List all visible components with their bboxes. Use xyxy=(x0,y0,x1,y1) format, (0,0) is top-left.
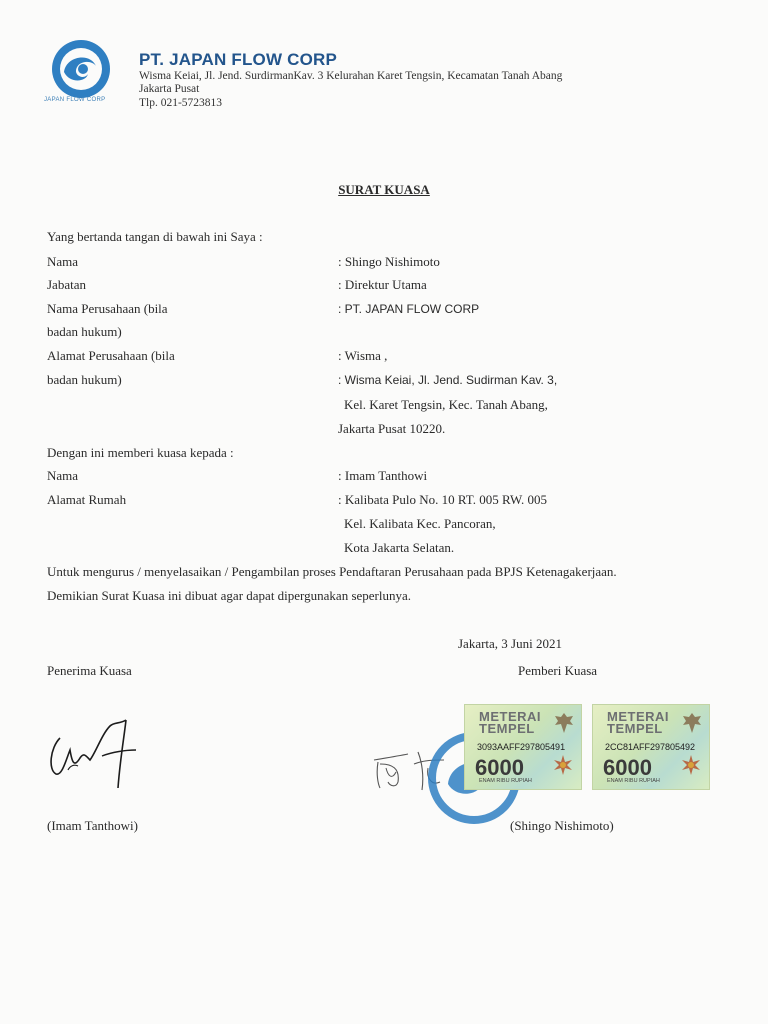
grantor-name-value: : Shingo Nishimoto xyxy=(338,254,440,269)
grantee-address-value-1: : Kalibata Pulo No. 10 RT. 005 RW. 005 xyxy=(338,492,548,507)
revenue-stamp xyxy=(464,704,582,790)
purpose-text: Untuk mengurus / menyelasaikan / Pengambilan proses Pendaftaran Perusahaan pada BPJS Ketenagakerjaan. xyxy=(47,564,617,579)
stamp-value: 6000 xyxy=(475,755,524,780)
stamp-serial: 2CC81AFF297805492 xyxy=(605,742,696,752)
place-date: Jakarta, 3 Juni 2021 xyxy=(458,636,562,651)
grant-intro-text: Dengan ini memberi kuasa kepada : xyxy=(47,445,234,460)
grantee-address-value-3: Kota Jakarta Selatan. xyxy=(344,540,455,555)
grantor-address-label: Alamat Perusahaan (bila xyxy=(47,348,175,363)
grantor-address-value-2: : Wisma Keiai, Jl. Jend. Sudirman Kav. 3, xyxy=(338,373,558,387)
company-phone: Tlp. 021-5723813 xyxy=(139,97,223,109)
stamp-serial: 3093AAFF297805491 xyxy=(477,742,566,752)
grantor-address-label-cont: badan hukum) xyxy=(47,372,122,387)
company-address: Wisma Keiai, Jl. Jend. SurdirmanKav. 3 Kelurahan Karet Tengsin, Kecamatan Tanah Abang xyxy=(139,70,563,82)
grantor-company-label-cont: badan hukum) xyxy=(47,324,122,339)
stamp-title: METERAI TEMPEL xyxy=(607,709,669,736)
intro-text: Yang bertanda tangan di bawah ini Saya : xyxy=(47,229,263,244)
grantor-position-label: Jabatan xyxy=(47,277,86,292)
flower-icon xyxy=(679,753,703,777)
giver-label: Pemberi Kuasa xyxy=(518,663,598,678)
document-title: SURAT KUASA xyxy=(338,182,430,197)
grantor-position-value: : Direktur Utama xyxy=(338,277,427,292)
company-name: PT. JAPAN FLOW CORP xyxy=(139,50,338,69)
company-city: Jakarta Pusat xyxy=(139,83,200,95)
grantee-name-label: Nama xyxy=(47,468,79,483)
stamp-value: 6000 xyxy=(603,755,652,780)
grantor-address-value-1: : Wisma , xyxy=(338,348,388,363)
company-logo xyxy=(50,38,112,100)
grantor-company-value: : PT. JAPAN FLOW CORP xyxy=(338,302,480,316)
flower-icon xyxy=(551,753,575,777)
receiver-label: Penerima Kuasa xyxy=(47,663,132,678)
grantor-company-label: Nama Perusahaan (bila xyxy=(47,301,168,316)
garuda-emblem-icon xyxy=(553,711,575,735)
grantee-address-value-2: Kel. Kalibata Kec. Pancoran, xyxy=(344,516,496,531)
grantee-address-label: Alamat Rumah xyxy=(47,492,127,507)
receiver-signature xyxy=(40,708,150,798)
closing-text: Demikian Surat Kuasa ini dibuat agar dapat dipergunakan seperlunya. xyxy=(47,588,412,603)
logo-caption: JAPAN FLOW CORP xyxy=(44,97,106,103)
grantor-address-value-3: Kel. Karet Tengsin, Kec. Tanah Abang, xyxy=(344,397,548,412)
receiver-name: (Imam Tanthowi) xyxy=(47,818,138,833)
revenue-stamp xyxy=(592,704,710,790)
grantor-name-label: Nama xyxy=(47,254,79,269)
stamp-words: ENAM RIBU RUPIAH xyxy=(607,778,660,784)
grantee-name-value: : Imam Tanthowi xyxy=(338,468,428,483)
grantor-address-value-4: Jakarta Pusat 10220. xyxy=(338,421,446,436)
garuda-emblem-icon xyxy=(681,711,703,735)
stamp-title: METERAI TEMPEL xyxy=(479,709,541,736)
giver-name: (Shingo Nishimoto) xyxy=(510,818,614,833)
stamp-words: ENAM RIBU RUPIAH xyxy=(479,778,532,784)
